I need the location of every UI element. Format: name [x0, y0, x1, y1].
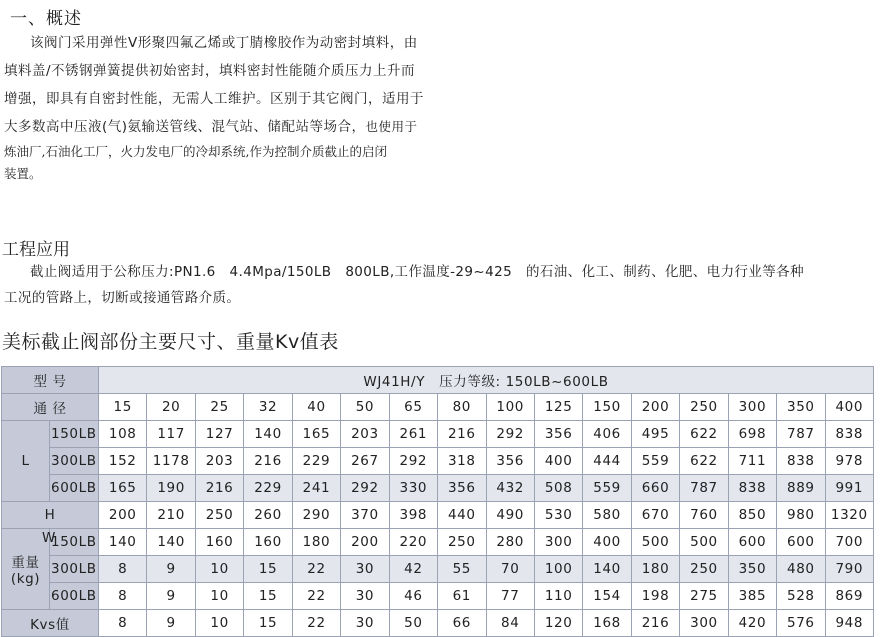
- l-value-cell: 229: [292, 448, 340, 475]
- l-value-cell: 838: [825, 421, 873, 448]
- dn-row: [2, 394, 874, 421]
- weight-title: 重量: [11, 555, 40, 571]
- l-value-cell: 508: [534, 475, 582, 502]
- l-value-cell: 292: [341, 475, 389, 502]
- dn-cell: 125: [534, 394, 582, 421]
- overview-heading: 一、概述: [10, 9, 82, 29]
- h-value-cell: 850: [728, 502, 776, 529]
- overview-line-2: 填料盖/不锈钢弹簧提供初始密封，填料密封性能随介质压力上升而: [4, 63, 416, 79]
- dn-cell: 350: [777, 394, 825, 421]
- l-value-cell: 216: [244, 448, 292, 475]
- l-value-cell: 698: [728, 421, 776, 448]
- overview-line-4-text: 大多数高中压液(气)氨输送管线、混气站、储配站等场合，: [4, 119, 366, 135]
- l-value-cell: 978: [825, 448, 873, 475]
- h-value-cell: 980: [777, 502, 825, 529]
- engineering-line-1: 截止阀适用于公称压力:PN1.6 4.4Mpa/150LB 800LB,工作温度-29~425 的石油、化工、制药、化肥、电力行业等各种: [30, 264, 804, 280]
- w-value-cell: 10: [195, 583, 243, 610]
- h-value-cell: 670: [631, 502, 679, 529]
- w-value-cell: 10: [195, 556, 243, 583]
- h-row: [2, 502, 874, 529]
- w-value-cell: 220: [389, 529, 437, 556]
- w-value-cell: 154: [583, 583, 631, 610]
- overview-line-1: 该阀门采用弹性V形聚四氟乙烯或丁腈橡胶作为动密封填料，由: [30, 35, 418, 51]
- engineering-line-2: 工况的管路上，切断或接通管路介质。: [4, 290, 241, 306]
- model-value: WJ41H/Y 压力等级: 150LB~600LB: [99, 367, 874, 394]
- h-value-cell: 530: [534, 502, 582, 529]
- w-value-cell: 600: [777, 529, 825, 556]
- h-value-cell: 580: [583, 502, 631, 529]
- l-value-cell: 318: [438, 448, 486, 475]
- w-value-cell: 180: [631, 556, 679, 583]
- h-value-cell: 260: [244, 502, 292, 529]
- l-value-cell: 216: [195, 475, 243, 502]
- l-value-cell: 108: [99, 421, 147, 448]
- h-value-cell: 290: [292, 502, 340, 529]
- l-value-cell: 330: [389, 475, 437, 502]
- kvs-value-cell: 948: [825, 610, 873, 637]
- w-value-cell: 22: [292, 556, 340, 583]
- l-value-cell: 356: [438, 475, 486, 502]
- l-value-cell: 292: [486, 421, 534, 448]
- kvs-value-cell: 8: [99, 610, 147, 637]
- h-value-cell: 370: [341, 502, 389, 529]
- h-value-cell: 398: [389, 502, 437, 529]
- l-value-cell: 229: [244, 475, 292, 502]
- l-value-cell: 356: [486, 448, 534, 475]
- table-title: 美标截止阀部份主要尺寸、重量Kv值表: [2, 331, 339, 353]
- l-value-cell: 400: [534, 448, 582, 475]
- dn-label: 通 径: [2, 394, 99, 421]
- l-300lb-row: [2, 448, 874, 475]
- l-value-cell: 838: [777, 448, 825, 475]
- w-value-cell: 600: [728, 529, 776, 556]
- kvs-value-cell: 420: [728, 610, 776, 637]
- w-value-cell: 275: [680, 583, 728, 610]
- kvs-value-cell: 22: [292, 610, 340, 637]
- w-value-cell: 22: [292, 583, 340, 610]
- h-value-cell: 760: [680, 502, 728, 529]
- w-value-cell: 350: [728, 556, 776, 583]
- kvs-value-cell: 66: [438, 610, 486, 637]
- dn-cell: 65: [389, 394, 437, 421]
- l-600lb-row: [2, 475, 874, 502]
- engineering-heading: 工程应用: [2, 240, 70, 260]
- dn-cell: 250: [680, 394, 728, 421]
- overview-line-6: 装置。: [4, 166, 42, 181]
- l-value-cell: 165: [292, 421, 340, 448]
- l-value-cell: 787: [680, 475, 728, 502]
- w-value-cell: 55: [438, 556, 486, 583]
- overview-line-5: 炼油厂,石油化工厂，火力发电厂的冷却系统,作为控制介质截止的启闭: [4, 144, 387, 159]
- w-value-cell: 700: [825, 529, 873, 556]
- spec-table: [1, 366, 874, 637]
- w-value-cell: 500: [680, 529, 728, 556]
- w-value-cell: 9: [147, 556, 195, 583]
- dn-cell: 32: [244, 394, 292, 421]
- l-value-cell: 292: [389, 448, 437, 475]
- l-150lb-row: [2, 421, 874, 448]
- l-value-cell: 190: [147, 475, 195, 502]
- w-value-cell: 790: [825, 556, 873, 583]
- w-value-cell: 250: [438, 529, 486, 556]
- w-value-cell: 400: [583, 529, 631, 556]
- w-value-cell: 385: [728, 583, 776, 610]
- w-class-label: 300LB: [50, 556, 99, 583]
- kvs-value-cell: 15: [244, 610, 292, 637]
- w-value-cell: 280: [486, 529, 534, 556]
- w-value-cell: 198: [631, 583, 679, 610]
- l-value-cell: 622: [680, 421, 728, 448]
- w-value-cell: 46: [389, 583, 437, 610]
- l-value-cell: 165: [99, 475, 147, 502]
- l-value-cell: 261: [389, 421, 437, 448]
- l-value-cell: 356: [534, 421, 582, 448]
- l-value-cell: 267: [341, 448, 389, 475]
- l-value-cell: 559: [583, 475, 631, 502]
- kvs-value-cell: 30: [341, 610, 389, 637]
- w-class-label: 600LB: [50, 583, 99, 610]
- w-value-cell: 160: [244, 529, 292, 556]
- l-value-cell: 559: [631, 448, 679, 475]
- l-value-cell: 203: [195, 448, 243, 475]
- h-value-cell: 210: [147, 502, 195, 529]
- l-value-cell: 140: [244, 421, 292, 448]
- l-value-cell: 495: [631, 421, 679, 448]
- overview-line-4-tail: 也使用于: [365, 119, 418, 134]
- l-value-cell: 660: [631, 475, 679, 502]
- dn-cell: 40: [292, 394, 340, 421]
- w-value-cell: 61: [438, 583, 486, 610]
- w-value-cell: 9: [147, 583, 195, 610]
- l-label: L: [2, 421, 50, 502]
- l-value-cell: 711: [728, 448, 776, 475]
- kvs-value-cell: 84: [486, 610, 534, 637]
- w-value-cell: 480: [777, 556, 825, 583]
- l-value-cell: 889: [777, 475, 825, 502]
- kvs-value-cell: 10: [195, 610, 243, 637]
- dn-cell: 80: [438, 394, 486, 421]
- l-value-cell: 406: [583, 421, 631, 448]
- w-value-cell: 15: [244, 583, 292, 610]
- kvs-value-cell: 120: [534, 610, 582, 637]
- dn-cell: 100: [486, 394, 534, 421]
- l-value-cell: 127: [195, 421, 243, 448]
- dn-cell: 200: [631, 394, 679, 421]
- dn-cell: 300: [728, 394, 776, 421]
- kvs-row: [2, 610, 874, 637]
- kvs-value-cell: 576: [777, 610, 825, 637]
- w-value-cell: 8: [99, 583, 147, 610]
- w-label: W: [42, 530, 56, 546]
- w-value-cell: 70: [486, 556, 534, 583]
- l-class-label: 600LB: [50, 475, 99, 502]
- w-value-cell: 42: [389, 556, 437, 583]
- dn-cell: 20: [147, 394, 195, 421]
- w-value-cell: 180: [292, 529, 340, 556]
- kvs-value-cell: 216: [631, 610, 679, 637]
- h-value-cell: 200: [99, 502, 147, 529]
- w-600lb-row: [2, 583, 874, 610]
- dn-cell: 400: [825, 394, 873, 421]
- w-value-cell: 15: [244, 556, 292, 583]
- l-value-cell: 432: [486, 475, 534, 502]
- w-300lb-row: [2, 556, 874, 583]
- kvs-value-cell: 50: [389, 610, 437, 637]
- l-value-cell: 1178: [147, 448, 195, 475]
- h-label: H: [2, 502, 99, 529]
- w-value-cell: 140: [99, 529, 147, 556]
- l-class-label: 300LB: [50, 448, 99, 475]
- dn-cell: 150: [583, 394, 631, 421]
- w-value-cell: 8: [99, 556, 147, 583]
- w-value-cell: 110: [534, 583, 582, 610]
- overview-line-3: 增强，即具有自密封性能，无需人工维护。区别于其它阀门，适用于: [4, 91, 424, 107]
- dn-cell: 25: [195, 394, 243, 421]
- w-value-cell: 869: [825, 583, 873, 610]
- kvs-value-cell: 168: [583, 610, 631, 637]
- l-value-cell: 203: [341, 421, 389, 448]
- h-value-cell: 490: [486, 502, 534, 529]
- l-value-cell: 622: [680, 448, 728, 475]
- h-value-cell: 1320: [825, 502, 873, 529]
- w-value-cell: 200: [341, 529, 389, 556]
- weight-unit: (kg): [10, 571, 41, 587]
- kvs-value-cell: 300: [680, 610, 728, 637]
- l-value-cell: 216: [438, 421, 486, 448]
- l-value-cell: 241: [292, 475, 340, 502]
- l-value-cell: 787: [777, 421, 825, 448]
- w-value-cell: 140: [583, 556, 631, 583]
- l-class-label: 150LB: [50, 421, 99, 448]
- l-value-cell: 117: [147, 421, 195, 448]
- w-150lb-row: [2, 529, 874, 556]
- h-value-cell: 440: [438, 502, 486, 529]
- w-value-cell: 77: [486, 583, 534, 610]
- dn-cell: 15: [99, 394, 147, 421]
- l-value-cell: 838: [728, 475, 776, 502]
- l-value-cell: 152: [99, 448, 147, 475]
- l-value-cell: 444: [583, 448, 631, 475]
- kvs-label: Kvs值: [2, 610, 99, 637]
- w-value-cell: 300: [534, 529, 582, 556]
- w-value-cell: 160: [195, 529, 243, 556]
- overview-line-4: [4, 114, 418, 140]
- l-value-cell: 991: [825, 475, 873, 502]
- kvs-value-cell: 9: [147, 610, 195, 637]
- w-value-cell: 30: [341, 556, 389, 583]
- w-value-cell: 528: [777, 583, 825, 610]
- w-value-cell: 250: [680, 556, 728, 583]
- dn-cell: 50: [341, 394, 389, 421]
- w-value-cell: 100: [534, 556, 582, 583]
- w-value-cell: 30: [341, 583, 389, 610]
- w-class-label: 150LB: [50, 529, 99, 556]
- w-value-cell: 500: [631, 529, 679, 556]
- model-row: [2, 367, 874, 394]
- model-label: 型 号: [2, 367, 99, 394]
- h-value-cell: 250: [195, 502, 243, 529]
- w-value-cell: 140: [147, 529, 195, 556]
